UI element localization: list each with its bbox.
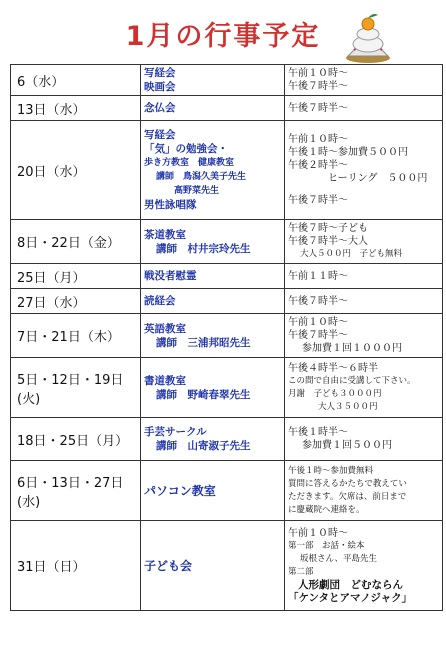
date-cell: 25日（月） [11, 264, 141, 289]
time-label: 午後７時半～大人 [288, 236, 368, 247]
time-label: 人形劇団 どむならん [298, 578, 403, 591]
event-label: 講師 鳥潟久美子先生 [156, 172, 247, 182]
event-label: 講師 山寄淑子先生 [156, 440, 251, 452]
time-label: 午前１１時～ [288, 270, 348, 282]
time-cell [285, 289, 443, 314]
time-label: この間で自由に受講して下さい。 [288, 375, 416, 386]
event-label: 男性詠唱隊 [144, 199, 197, 211]
time-label: 午後７時半～ [288, 81, 348, 92]
kagami-mochi-icon [340, 6, 396, 64]
time-label: 第一部 お話・絵本 [288, 540, 365, 551]
time-label: 参加費１回５００円 [302, 440, 392, 451]
date-cell: 27日（水） [11, 289, 141, 314]
date-cell: 18日・25日（月） [11, 418, 141, 461]
time-label: 午前１０時～ [288, 134, 348, 145]
time-label: 午後７時半～ [288, 295, 348, 307]
event-label: 子ども会 [144, 558, 193, 573]
table-row [11, 264, 443, 289]
time-label: 午後７時～子ども [288, 223, 368, 234]
event-cell [141, 65, 285, 96]
time-label: 月謝 子ども３０００円 [288, 388, 382, 399]
event-label: 書道教室 [144, 374, 186, 387]
time-label: 午後２時半～ [288, 160, 348, 171]
time-label: 大人３５００円 [318, 401, 378, 412]
table-row [11, 461, 443, 521]
event-label: 高野菜先生 [174, 186, 220, 196]
event-label: 講師 三浦邦昭先生 [156, 336, 251, 349]
event-cell [141, 418, 285, 461]
table-row [11, 220, 443, 264]
event-cell [141, 96, 285, 121]
event-cell [141, 121, 285, 220]
time-label: 午前１０時～ [288, 68, 348, 79]
time-cell [285, 461, 443, 521]
page-title: 1月の行事予定 [125, 21, 321, 52]
time-label: に慶蔵院へ連絡を。 [288, 504, 365, 515]
time-cell [285, 96, 443, 121]
time-cell [285, 521, 443, 611]
event-label: 映画会 [144, 81, 176, 93]
time-label: 午後１時～参加費無料 [288, 465, 374, 476]
event-label: 「気」の勉強会・ [144, 143, 228, 155]
date-cell: 6（水） [11, 65, 141, 96]
time-label: 午後１時半～ [288, 427, 348, 438]
table-row [11, 96, 443, 121]
time-label: 参加費１回１０００円 [302, 343, 402, 354]
time-label: 午後７時半～ [288, 195, 348, 206]
event-label: 英語教室 [144, 322, 186, 335]
time-label: 第二部 [288, 566, 314, 577]
event-label: パソコン教室 [144, 483, 216, 498]
table-row [11, 418, 443, 461]
event-cell [141, 358, 285, 418]
time-label: 質問に答えるかたちで教えてい [288, 478, 407, 489]
date-cell: 8日・22日（金） [11, 220, 141, 264]
event-label: 講師 村井宗玲先生 [156, 242, 251, 255]
time-label: ヒーリング ５００円 [328, 173, 428, 184]
event-cell [141, 521, 285, 611]
time-label: 午後７時半～ [288, 330, 348, 341]
time-label: 坂根さん、平島先生 [300, 553, 378, 564]
event-label: 念仏会 [144, 102, 176, 114]
event-cell [141, 264, 285, 289]
time-cell [285, 264, 443, 289]
event-cell [141, 289, 285, 314]
event-label: 手芸サークル [144, 426, 207, 438]
time-cell [285, 418, 443, 461]
time-label: 午後７時半～ [288, 102, 348, 114]
time-label: ただきます。欠席は、前日まで [288, 491, 407, 502]
date-cell: 6日・13日・27日(水) [11, 461, 141, 521]
event-label: 写経会 [144, 67, 176, 79]
date-cell: 13日（水） [11, 96, 141, 121]
time-label: 午後１時～参加費５００円 [288, 147, 408, 158]
schedule-table [10, 64, 443, 611]
time-cell [285, 358, 443, 418]
event-label: 歩き方教室 健康教室 [144, 158, 235, 168]
date-cell: 7日・21日（木） [11, 314, 141, 358]
table-row [11, 65, 443, 96]
time-label: 「ケンタとアマノジャク」 [288, 591, 413, 604]
time-cell [285, 65, 443, 96]
date-cell: 20日（水） [11, 121, 141, 220]
event-cell [141, 314, 285, 358]
time-label: 大人５００円 子ども無料 [300, 249, 403, 259]
table-row [11, 358, 443, 418]
event-label: 写経会 [144, 129, 176, 141]
event-label: 読経会 [144, 295, 176, 307]
event-cell [141, 461, 285, 521]
event-label: 講師 野崎春翠先生 [156, 388, 251, 401]
date-cell: 5日・12日・19日(火) [11, 358, 141, 418]
time-cell [285, 314, 443, 358]
table-row [11, 314, 443, 358]
event-label: 茶道教室 [144, 228, 186, 241]
event-cell [141, 220, 285, 264]
time-cell [285, 220, 443, 264]
table-row [11, 121, 443, 220]
time-cell [285, 121, 443, 220]
time-label: 午後４時半～６時半 [288, 362, 378, 374]
time-label: 午前１０時～ [288, 527, 348, 539]
event-label: 戦没者慰霊 [144, 270, 197, 282]
time-label: 午前１０時～ [288, 317, 348, 328]
table-row [11, 289, 443, 314]
date-cell: 31日（日） [11, 521, 141, 611]
table-row [11, 521, 443, 611]
